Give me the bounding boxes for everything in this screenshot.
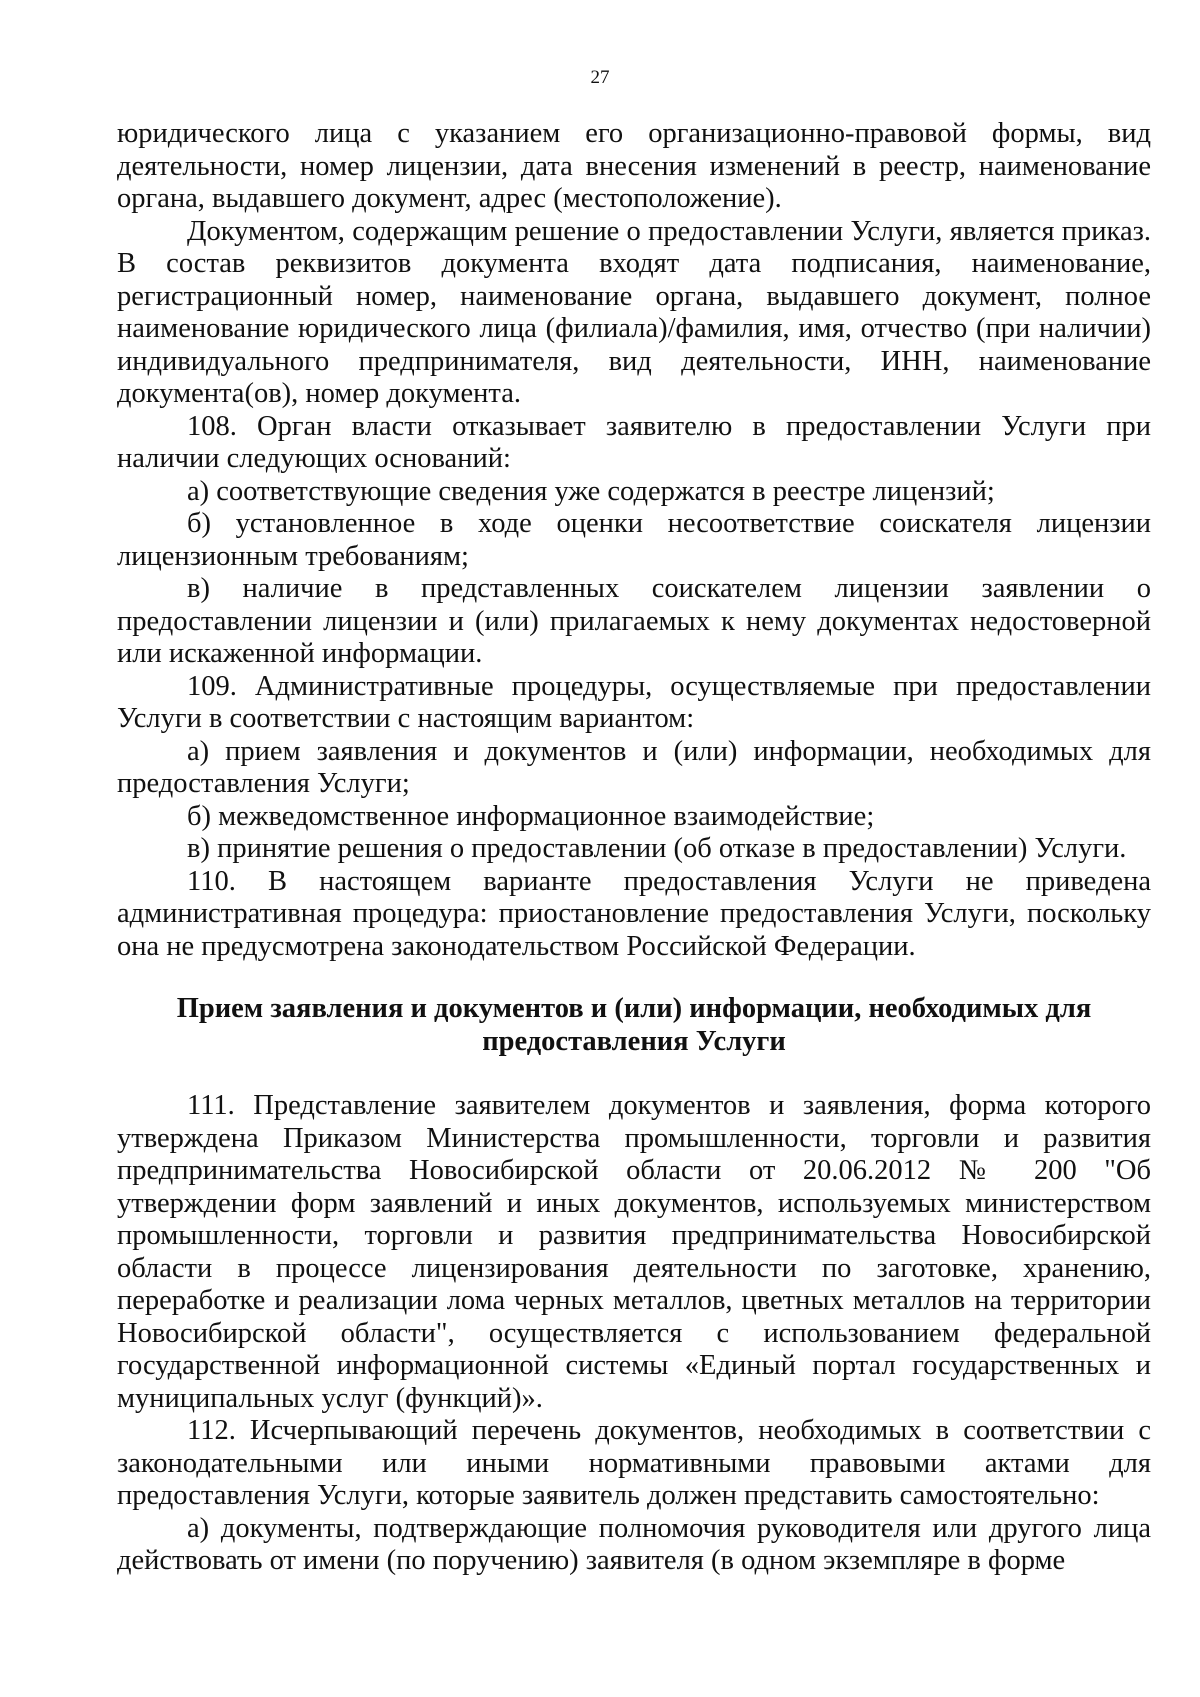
paragraph-108: 108. Орган власти отказывает заявителю в предоставлении Услуги при наличии следующих оснований:	[117, 410, 1151, 474]
paragraph-109: 109. Административные процедуры, осуществляемые при предоставлении Услуги в соответствии с настоящим вариантом:	[117, 670, 1151, 734]
paragraph-109-b: б) межведомственное информационное взаимодействие;	[187, 800, 875, 832]
paragraph-111: 111. Представление заявителем документов и заявления, форма которого утверждена Приказом Министерства промышленности, торговли и развития предпринимательства Новосибирской области от 20.06.2012 № 200 "Об утверждении форм заявлений и иных документов, используемых министерством промышленности, торговли и развития предпринимательства Новосибирской области в процессе лицензирования деятельности по заготовке, хранению, переработке и реализации лома черных металлов, цветных металлов на территории Новосибирской области", осуществляется с использованием федеральной государственной информационной системы «Единый портал государственных и муниципальных услуг (функций)».	[117, 1090, 1151, 1414]
paragraph-108-b: б) установленное в ходе оценки несоответствие соискателя лицензии лицензионным требованиям;	[117, 508, 1151, 572]
paragraph-112: 112. Исчерпывающий перечень документов, необходимых в соответствии с законодательными или иными нормативными правовыми актами для предоставления Услуги, которые заявитель должен представить самостоятельно:	[117, 1415, 1151, 1511]
paragraph-continuation: юридического лица с указанием его организационно-правовой формы, вид деятельности, номер лицензии, дата внесения изменений в реестр, наименование органа, выдавшего документ, адрес (местоположение).	[117, 118, 1151, 214]
paragraph-108-v: в) наличие в представленных соискателем лицензии заявлении о предоставлении лицензии и (или) прилагаемых к нему документах недостоверной или искаженной информации.	[117, 573, 1151, 669]
paragraph-112-a: а) документы, подтверждающие полномочия руководителя или другого лица действовать от имени (по поручению) заявителя (в одном экземпляре в форме	[117, 1512, 1151, 1576]
section-heading-line-1: Прием заявления и документов и (или) информации, необходимых для	[176, 993, 1092, 1024]
page-number: 27	[590, 67, 610, 88]
paragraph-110: 110. В настоящем варианте предоставления Услуги не приведена административная процедура: приостановление предоставления Услуги, поскольку она не предусмотрена законодательством Российской Федерации.	[117, 865, 1151, 962]
paragraph-108-a: а) соответствующие сведения уже содержатся в реестре лицензий;	[187, 475, 995, 507]
paragraph-109-a: а) прием заявления и документов и (или) информации, необходимых для предоставления Услуги;	[117, 735, 1151, 799]
document-body	[117, 118, 1151, 1578]
paragraph-decision-document: Документом, содержащим решение о предоставлении Услуги, является приказ. В состав реквизитов документа входят дата подписания, наименование, регистрационный номер, наименование органа, выдавшего документ, полное наименование юридического лица (филиала)/фамилия, имя, отчество (при наличии) индивидуального предпринимателя, вид деятельности, ИНН, наименование документа(ов), номер документа.	[117, 215, 1151, 409]
section-heading-line-2: предоставления Услуги	[482, 1025, 786, 1057]
paragraph-109-v: в) принятие решения о предоставлении (об отказе в предоставлении) Услуги.	[187, 833, 1127, 864]
section-heading	[117, 993, 1151, 1058]
